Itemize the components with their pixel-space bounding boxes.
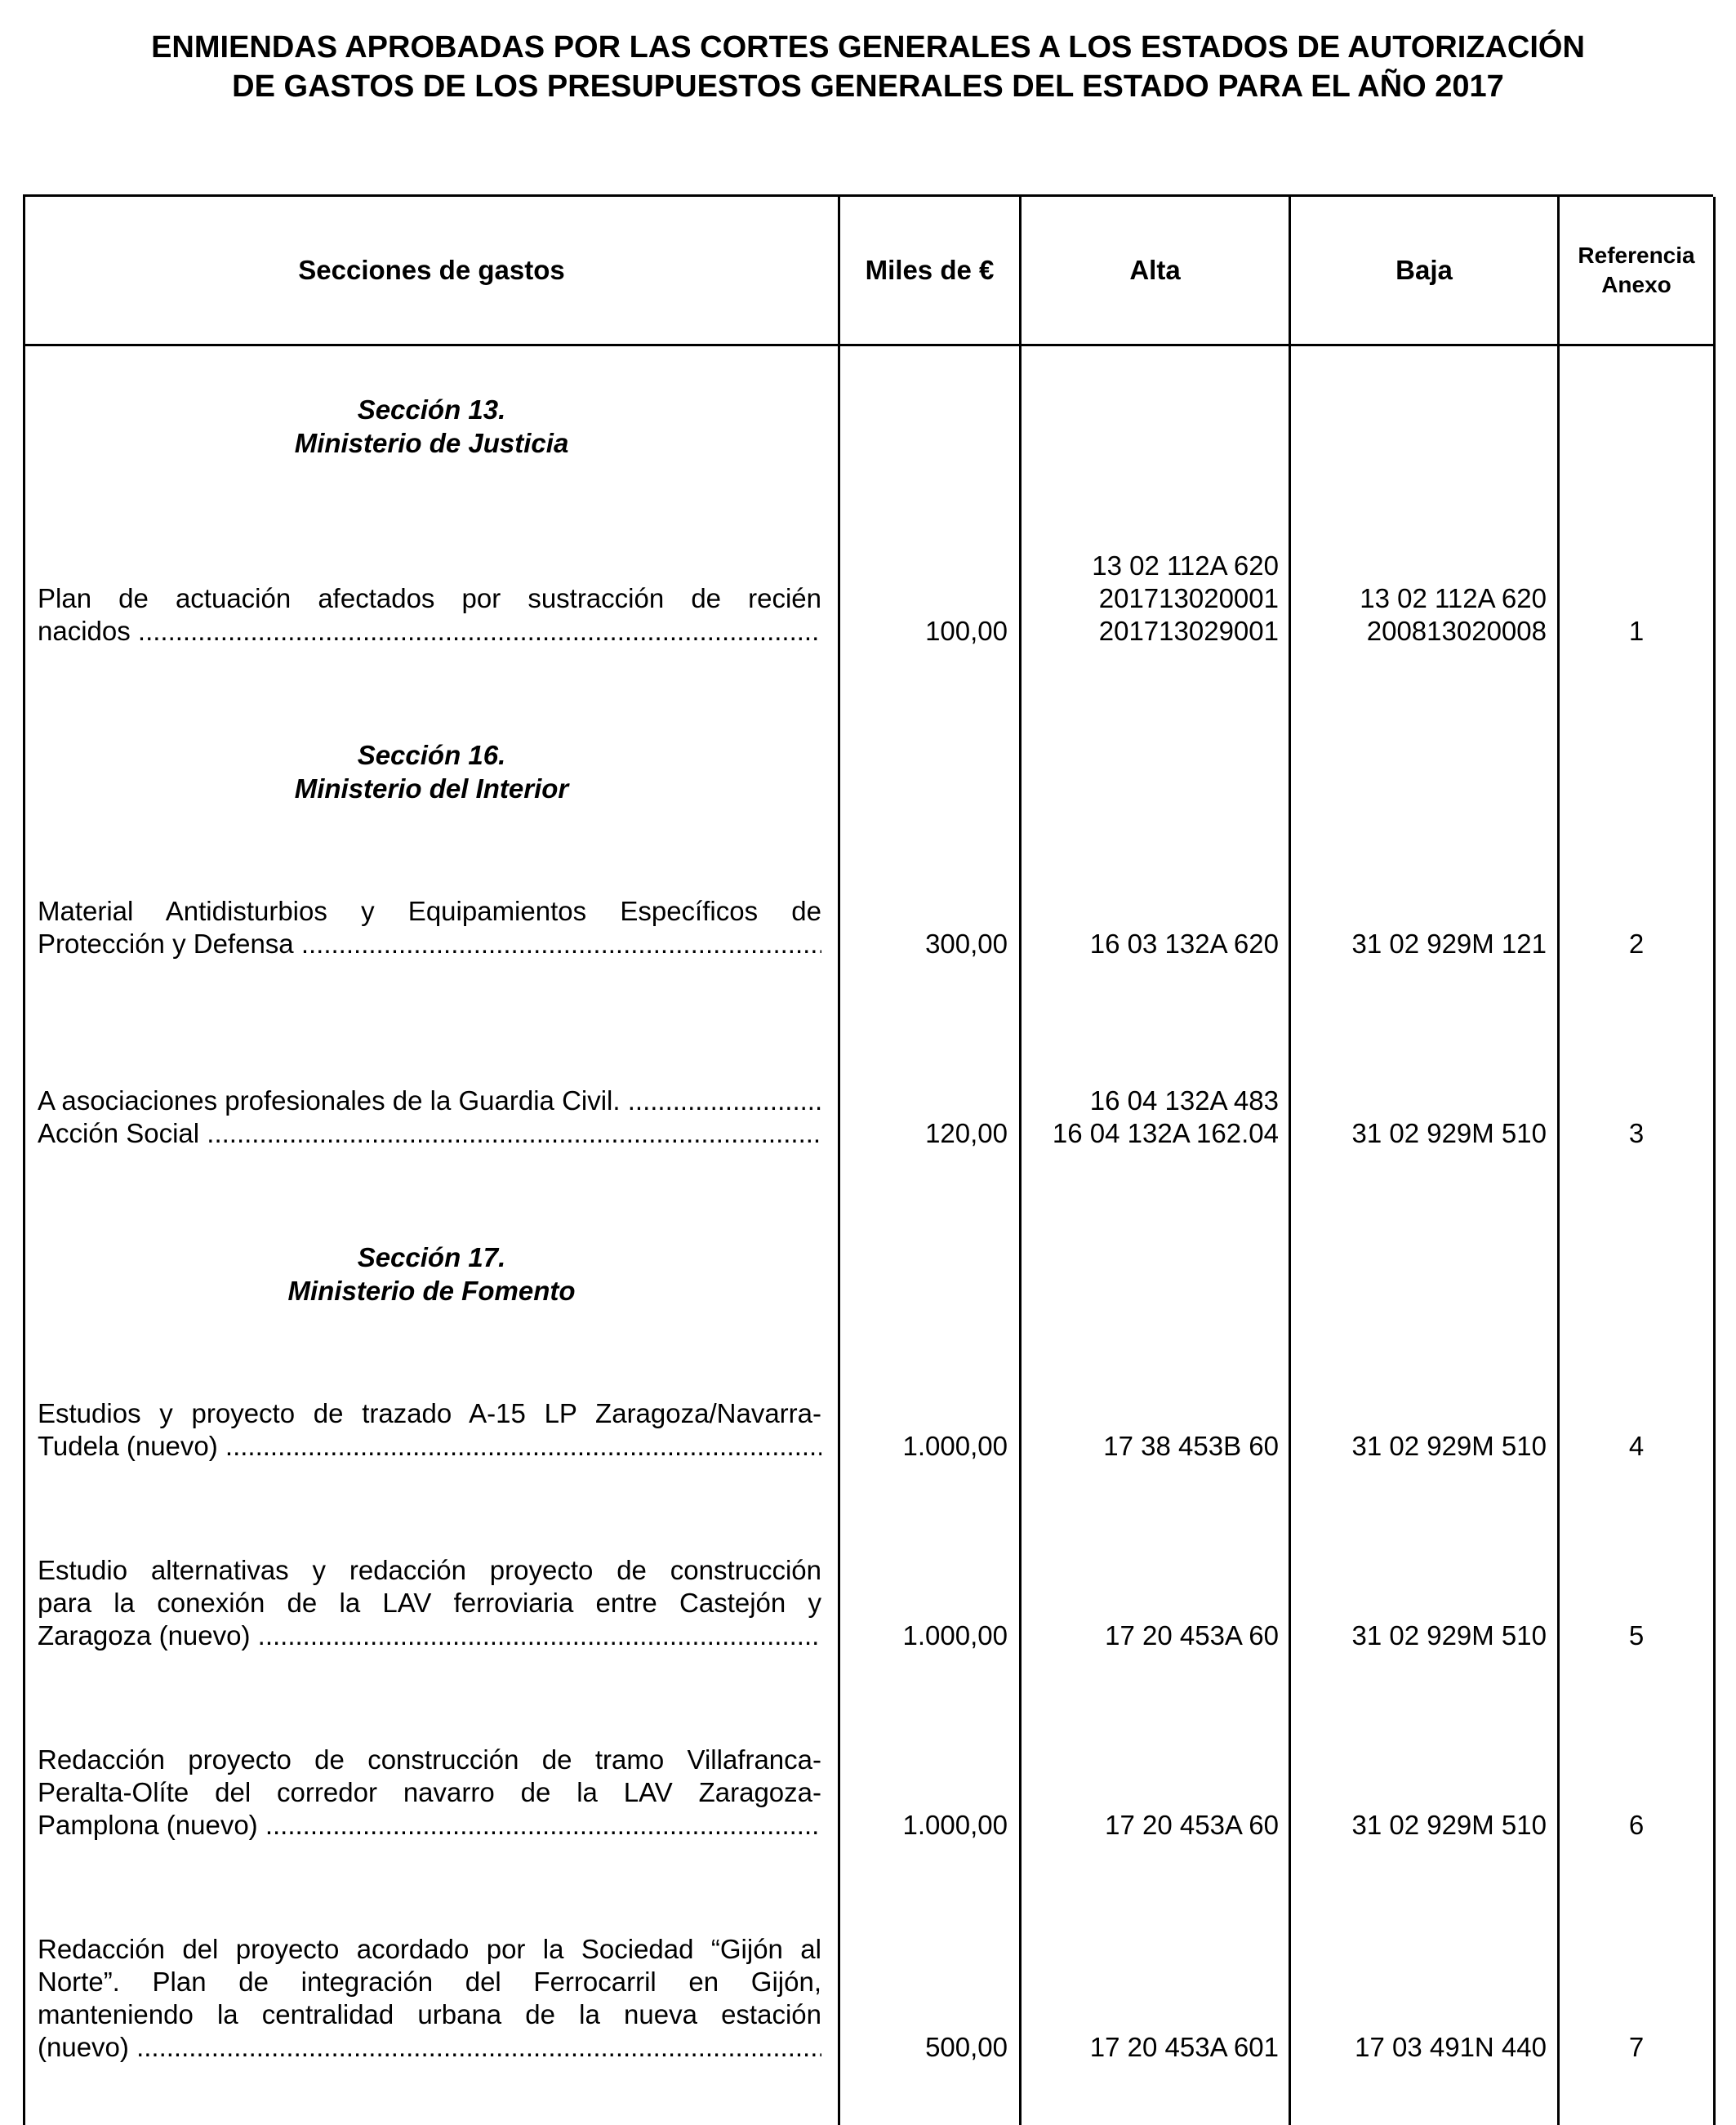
miles-value: 1.000,00 — [902, 1810, 1008, 1840]
description-line: Acción Social — [38, 1118, 200, 1148]
baja-code: 31 02 929M 121 — [1351, 929, 1547, 959]
header-alta: Alta — [1129, 255, 1181, 285]
description-line: Material Antidisturbios y Equipamientos Específicos de — [38, 896, 821, 926]
section-heading — [25, 393, 838, 460]
alta-code: 17 20 453A 601 — [1089, 2032, 1279, 2062]
alta-code: 13 02 112A 620 — [1092, 550, 1279, 581]
miles-value: 120,00 — [925, 1118, 1008, 1148]
section-heading — [25, 738, 838, 805]
baja-code: 31 02 929M 510 — [1351, 1620, 1547, 1651]
description-line: Redacción del proyecto acordado por la Sociedad “Gijón al — [38, 1934, 821, 1964]
header-baja: Baja — [1395, 255, 1453, 285]
section-number: Sección 16. — [357, 740, 506, 770]
leader-dots — [131, 615, 821, 648]
reference-number: 1 — [1628, 616, 1645, 646]
leader-dots — [294, 928, 821, 960]
baja-code: 31 02 929M 510 — [1351, 1810, 1547, 1840]
table-row-description — [38, 1933, 821, 2064]
reference-number: 5 — [1628, 1620, 1645, 1651]
section-number: Sección 17. — [357, 1242, 506, 1272]
section-ministry: Ministerio del Interior — [294, 773, 569, 804]
description-line: Norte”. Plan de integración del Ferrocarril en Gijón, — [38, 1967, 821, 1997]
section-heading — [25, 1241, 838, 1308]
reference-number: 3 — [1628, 1118, 1645, 1148]
table-row-description — [38, 1085, 821, 1150]
miles-value: 500,00 — [925, 2032, 1008, 2062]
description-line: Redacción proyecto de construcción de tramo Villafranca- — [38, 1744, 821, 1775]
leader-dots — [129, 2031, 821, 2064]
header-ref-line-1: Referencia — [1578, 243, 1695, 268]
baja-code: 13 02 112A 620 — [1360, 583, 1547, 613]
table-row-description — [38, 582, 821, 648]
description-line: Tudela (nuevo) — [38, 1431, 218, 1461]
description-line: Estudios y proyecto de trazado A-15 LP Zaragoza/Navarra- — [38, 1398, 821, 1428]
description-line: manteniendo la centralidad urbana de la nueva estación — [38, 1999, 821, 2029]
leader-dots — [258, 1809, 821, 1842]
leader-dots — [199, 1117, 821, 1150]
alta-code: 201713020001 — [1098, 583, 1279, 613]
baja-code: 200813020008 — [1366, 616, 1547, 646]
table-row-description — [38, 1554, 821, 1652]
leader-dots — [250, 1619, 821, 1652]
description-line: Zaragoza (nuevo) — [38, 1620, 251, 1651]
section-number: Sección 13. — [357, 394, 506, 425]
miles-value: 100,00 — [925, 616, 1008, 646]
header-miles: Miles de € — [865, 255, 995, 285]
description-line: Peralta-Olíte del corredor navarro de la LAV Zaragoza- — [38, 1777, 821, 1807]
header-referencia — [1560, 197, 1713, 344]
title-line-2: DE GASTOS DE LOS PRESUPUESTOS GENERALES DEL ESTADO PARA EL AÑO 2017 — [232, 69, 1504, 104]
alta-code: 17 20 453A 60 — [1105, 1620, 1279, 1651]
reference-number: 4 — [1628, 1431, 1645, 1461]
miles-value: 1.000,00 — [902, 1620, 1008, 1651]
alta-code: 16 04 132A 483 — [1089, 1085, 1279, 1116]
alta-code: 17 38 453B 60 — [1103, 1431, 1279, 1461]
header-ref-line-2: Anexo — [1601, 272, 1671, 297]
alta-code: 17 20 453A 60 — [1105, 1810, 1279, 1840]
description-line: Pamplona (nuevo) — [38, 1810, 258, 1840]
section-ministry: Ministerio de Fomento — [287, 1276, 576, 1306]
header-divider — [25, 344, 1713, 346]
reference-number: 2 — [1628, 929, 1645, 959]
baja-code: 17 03 491N 440 — [1355, 2032, 1547, 2062]
description-line: A asociaciones profesionales de la Guardia Civil. — [38, 1085, 621, 1116]
description-line: Protección y Defensa — [38, 929, 294, 959]
title-line-1: ENMIENDAS APROBADAS POR LAS CORTES GENERALES A LOS ESTADOS DE AUTORIZACIÓN — [151, 30, 1585, 65]
table-row-description — [38, 1744, 821, 1842]
alta-code: 16 03 132A 620 — [1089, 929, 1279, 959]
alta-code: 201713029001 — [1098, 616, 1279, 646]
description-line: nacidos — [38, 616, 131, 646]
amendments-table — [23, 194, 1713, 2125]
description-line: Estudio alternativas y redacción proyecto de construcción — [38, 1555, 821, 1585]
column-divider — [1713, 197, 1716, 2125]
baja-code: 31 02 929M 510 — [1351, 1118, 1547, 1148]
table-row-description — [38, 895, 821, 960]
description-line: (nuevo) — [38, 2032, 129, 2062]
table-row-description — [38, 1397, 821, 1463]
miles-value: 300,00 — [925, 929, 1008, 959]
document-title — [0, 28, 1736, 106]
leader-dots — [621, 1085, 821, 1117]
header-secciones: Secciones de gastos — [298, 255, 565, 285]
leader-dots — [218, 1430, 821, 1463]
reference-number: 6 — [1628, 1810, 1645, 1840]
description-line: Plan de actuación afectados por sustracción de recién — [38, 583, 821, 613]
reference-number: 7 — [1628, 2032, 1645, 2062]
baja-code: 31 02 929M 510 — [1351, 1431, 1547, 1461]
description-line: para la conexión de la LAV ferroviaria entre Castejón y — [38, 1588, 821, 1618]
alta-code: 16 04 132A 162.04 — [1052, 1118, 1279, 1148]
section-ministry: Ministerio de Justicia — [294, 428, 569, 458]
miles-value: 1.000,00 — [902, 1431, 1008, 1461]
